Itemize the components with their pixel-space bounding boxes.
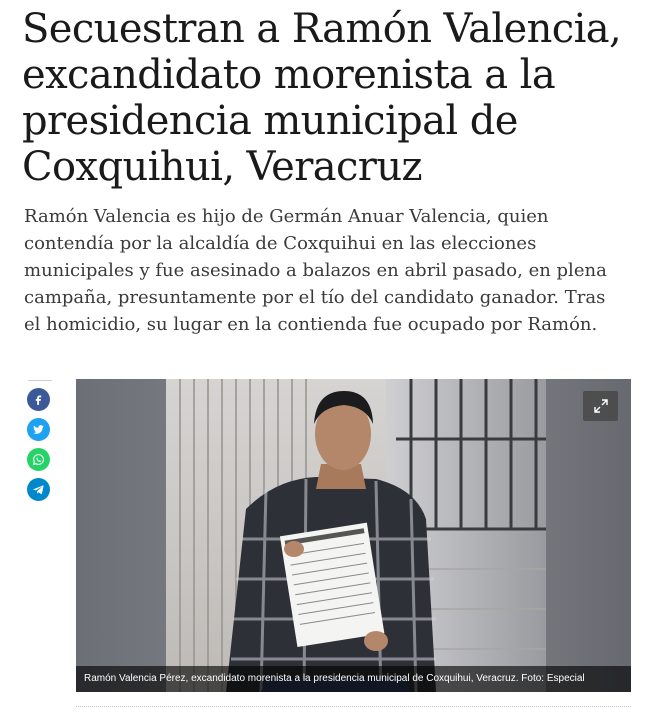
expand-icon [593,398,609,414]
whatsapp-icon [32,453,45,466]
share-whatsapp-button[interactable] [27,448,50,471]
article-summary: Ramón Valencia es hijo de Germán Anuar Valencia, quien contendía por la alcaldía de Coxquihui en las elecciones municipales y fue asesinado a balazos en abril pasado, en plena campaña, presuntamente por el tío del candidato ganador. Tras el homicidio, su lugar en la contienda fue ocupado por Ramón. [24,206,607,335]
image-caption: Ramón Valencia Pérez, excandidato morenista a la presidencia municipal de Coxquihui, Veracruz. Foto: Especial [76,666,631,692]
share-twitter-button[interactable] [27,418,50,441]
article-image[interactable] [76,379,631,692]
article-headline: Secuestran a Ramón Valencia, excandidato morenista a la presidencia municipal de Coxquihui, Veracruz [22,6,622,190]
facebook-icon [32,393,45,406]
share-bar [27,388,50,501]
bottom-divider [76,706,631,708]
expand-image-button[interactable] [583,391,618,421]
share-divider [28,380,52,381]
twitter-icon [32,423,45,436]
telegram-icon [32,483,45,496]
article-photo [76,379,631,692]
share-facebook-button[interactable] [27,388,50,411]
share-telegram-button[interactable] [27,478,50,501]
